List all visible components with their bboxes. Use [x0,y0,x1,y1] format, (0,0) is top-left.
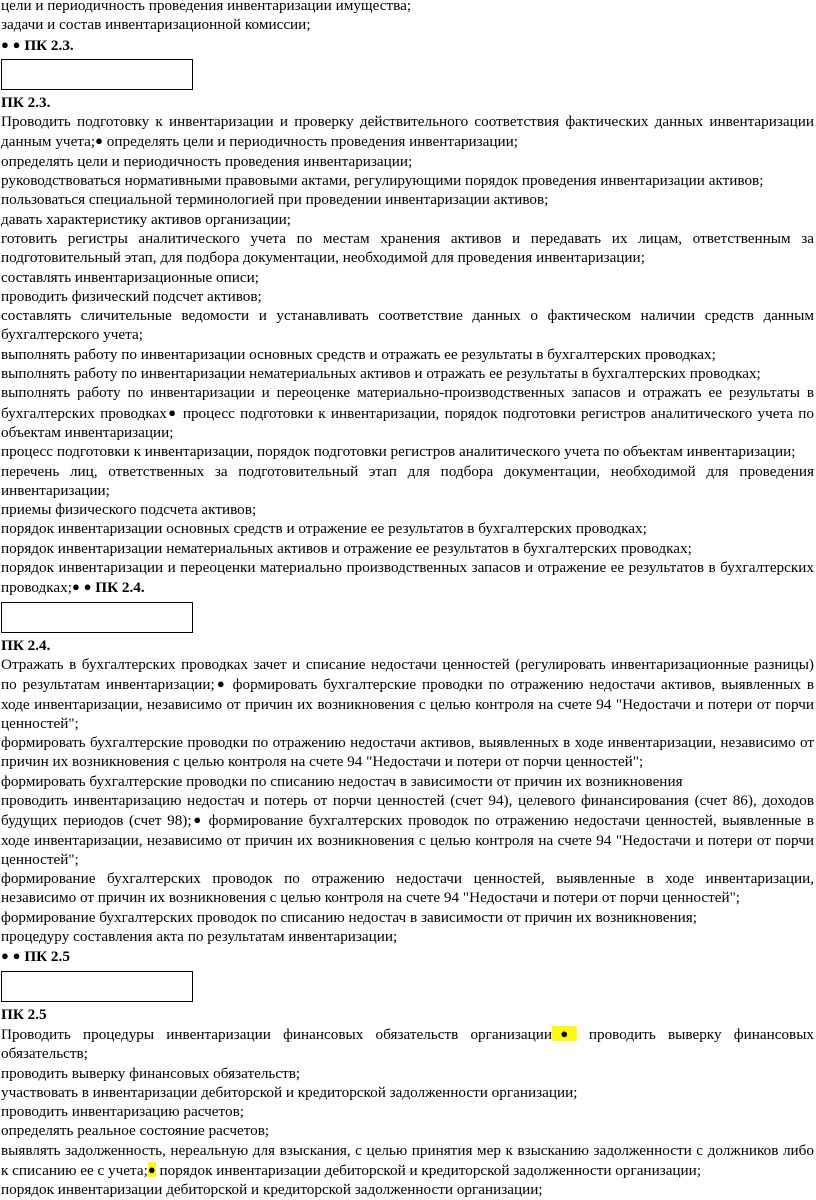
list-item: формирование бухгалтерских проводок по отражению недостачи ценностей, выявленные в ходе инвентаризации, независимо от причин их возникновения с целью контроля на счете 94 "Недостачи и потери от порчи ценностей"; [1,870,814,907]
section-marker-pk24: ПК 2.4. [95,579,145,597]
bullet-icon: ● [71,579,80,595]
paragraph: выявлять задолженность, нереальную для взыскания, с целью принятия мер к взысканию задолженности с должников либо к списанию ее с учета;● порядок инвентаризации дебиторской и кредиторской задолженности организации; [1,1141,814,1180]
empty-box [1,602,193,633]
bullet-icon: ● [1,36,9,52]
bullet-icon: ● [1,948,9,964]
list-item: проводить выверку финансовых обязательств; [1,1064,301,1082]
text-line: цели и периодичность проведения инвентаризации имущества; [1,0,412,14]
bullet-icon: ● [83,579,92,595]
empty-box [1,59,193,90]
paragraph: проводить инвентаризацию недостач и потерь от порчи ценностей (счет 94), целевого финансирования (счет 86), доходов будущих периодов (счет 98);● формирование бухгалтерских проводок по отражению недостачи ценностей, выявленные в ходе инвентаризации, независимо от причин их возникновения с целью контроля на счете 94 "Недостачи и потери от порчи ценностей"; [1,791,814,868]
list-item: руководствоваться нормативными правовыми актами, регулирующими порядок проведения инвентаризации активов; [1,172,764,190]
paragraph: выполнять работу по инвентаризации и переоценке материально-производственных запасов и отражать ее результаты в бухгалтерских проводках● процесс подготовки к инвентаризации, порядок подготовки регистров аналитического учета по объектам инвентаризации; [1,384,814,441]
list-item: участвовать в инвентаризации дебиторской и кредиторской задолженности организации; [1,1083,578,1101]
list-item: давать характеристику активов организации; [1,210,292,228]
paragraph: порядок инвентаризации и переоценки материально производственных запасов и отражение ее результатов в бухгалтерских проводках;● ● ПК 2.4. [1,559,814,597]
bullet-icon: ● [166,404,178,420]
bullet-icon: ● [552,1025,577,1041]
list-item: проводить инвентаризацию расчетов; [1,1103,244,1121]
list-item: определять цели и периодичность проведения инвентаризации; [1,152,413,170]
bullet-icon: ● [12,948,21,964]
list-item: формировать бухгалтерские проводки по отражению недостачи активов, выявленных в ходе инвентаризации, независимо от причин их возникновения с целью контроля на счете 94 "Недостачи и потери от порчи ценностей"; [1,734,814,771]
bullet-icon: ● [95,133,103,149]
list-item: проводить физический подсчет активов; [1,287,262,305]
section-marker-pk23: ● ● ПК 2.3. [1,36,74,54]
list-item: порядок инвентаризации нематериальных активов и отражение ее результатов в бухгалтерских проводках; [1,539,692,557]
list-item: выполнять работу по инвентаризации нематериальных активов и отражать ее результаты в бухгалтерских проводках; [1,365,761,383]
list-item: определять реальное состояние расчетов; [1,1122,270,1140]
list-item: пользоваться специальной терминологией при проведении инвентаризации активов; [1,191,549,209]
bullet-icon: ● [147,1162,156,1178]
paragraph: Отражать в бухгалтерских проводках зачет и списание недостачи ценностей (регулировать инвентаризационные разницы) по результатам инвентаризации;● формировать бухгалтерские проводки по отражению недостачи активов, выявленных в ходе инвентаризации, независимо от причин их возникновения с целью контроля на счете 94 "Недостачи и потери от порчи ценностей"; [1,655,814,732]
list-item: процедуру составления акта по результатам инвентаризации; [1,928,398,946]
list-item: перечень лиц, ответственных за подготовительный этап для подбора документации, необходимой для проведения инвентаризации; [1,462,814,499]
bullet-icon: ● [214,676,227,692]
list-item: готовить регистры аналитического учета по местам хранения активов и передавать их лицам, ответственным за подготовительный этап, для подбора документации, необходимой для проведения инвентаризации; [1,229,814,267]
list-item: составлять инвентаризационные описи; [1,268,259,286]
empty-box [1,971,193,1002]
list-item: формировать бухгалтерские проводки по списанию недостач в зависимости от причин их возникновения [1,772,683,790]
paragraph: Проводить подготовку к инвентаризации и проверку действительного соответствия фактических данных инвентаризации данным учета;● определять цели и периодичность проведения инвентаризации; [1,113,814,151]
list-item: процесс подготовки к инвентаризации, порядок подготовки регистров аналитического учета по объектам инвентаризации; [1,443,796,461]
list-item: приемы физического подсчета активов; [1,501,257,519]
bullet-icon: ● [12,36,21,52]
document-body [1,0,814,1200]
list-item: порядок инвентаризации дебиторской и кредиторской задолженности организации; [1,1181,543,1199]
paragraph: Проводить процедуры инвентаризации финансовых обязательств организации● проводить выверку финансовых обязательств; [1,1025,815,1063]
section-heading-pk24: ПК 2.4. [1,636,51,654]
list-item: формирование бухгалтерских проводок по списанию недостач в зависимости от причин их возникновения; [1,908,697,926]
section-marker-pk25: ● ● ПК 2.5 [1,948,70,966]
section-heading-pk23: ПК 2.3. [1,93,51,111]
text-line: задачи и состав инвентаризационной комиссии; [1,16,311,34]
bullet-icon: ● [191,812,204,828]
list-item: выполнять работу по инвентаризации основных средств и отражать ее результаты в бухгалтерских проводках; [1,345,716,363]
list-item: составлять сличительные ведомости и устанавливать соответствие данных о фактическом наличии средств данным бухгалтерского учета; [1,307,814,344]
list-item: порядок инвентаризации основных средств и отражение ее результатов в бухгалтерских проводках; [1,520,647,538]
section-heading-pk25: ПК 2.5 [1,1005,47,1023]
